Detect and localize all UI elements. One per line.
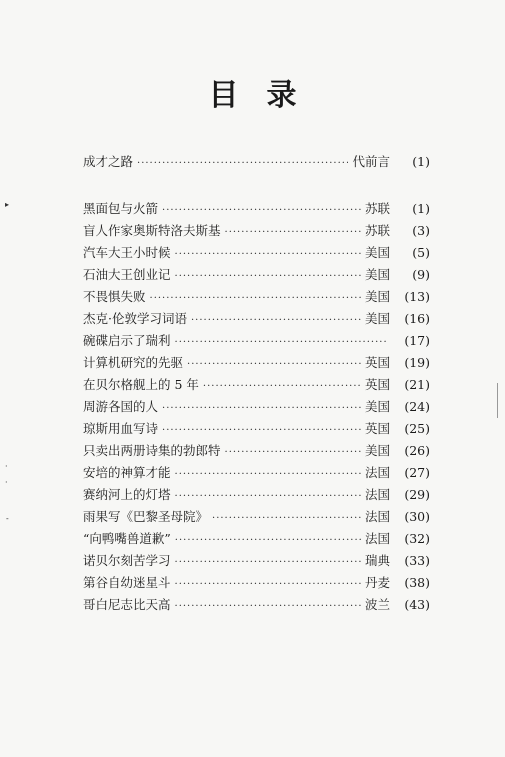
entry-country: 美国 [364, 443, 390, 458]
entry-title: 哥白尼志比天高 [83, 597, 171, 612]
entry-page: (5) [412, 245, 430, 260]
leader-dots [175, 596, 361, 618]
leader-dots [162, 398, 361, 420]
entry-title: 在贝尔格舰上的 5 年 [83, 377, 199, 392]
leader-dots [162, 200, 361, 222]
toc-row [83, 264, 430, 286]
entry-page: (25) [404, 421, 430, 436]
entry-page: (38) [404, 575, 430, 590]
entry-country: 波兰 [364, 597, 390, 612]
entry-title: 汽车大王小时候 [83, 245, 171, 260]
entry-country: 瑞典 [364, 553, 390, 568]
entry-page: (43) [404, 597, 430, 612]
entry-page: (27) [404, 465, 430, 480]
leader-dots [212, 508, 361, 530]
entry-page: (26) [404, 443, 430, 458]
entry-country: 美国 [364, 399, 390, 414]
entry-page: (17) [404, 333, 430, 348]
toc-row [83, 151, 430, 173]
toc-row [83, 572, 430, 594]
toc-row [83, 220, 430, 242]
toc-row [83, 286, 430, 308]
entry-country: 英国 [364, 377, 390, 392]
leader-dots [162, 420, 361, 442]
entry-country: 苏联 [364, 201, 390, 216]
entry-country: 美国 [364, 245, 390, 260]
toc-row [83, 374, 430, 396]
entry-page: (1) [412, 201, 430, 216]
entry-page: (19) [404, 355, 430, 370]
entry-country: 美国 [364, 289, 390, 304]
entry-country: 丹麦 [364, 575, 390, 590]
leader-dots [175, 486, 361, 508]
entry-title: 雨果写《巴黎圣母院》 [83, 509, 209, 524]
entry-title: 赛纳河上的灯塔 [83, 487, 171, 502]
leader-dots [137, 153, 348, 175]
leader-dots [175, 266, 361, 288]
entry-title: 碗碟启示了瑞利 [83, 333, 171, 348]
entry-title: 石油大王创业记 [83, 267, 171, 282]
toc-row [83, 418, 430, 440]
entry-country: 法国 [364, 465, 390, 480]
entry-title: 琼斯用血写诗 [83, 421, 159, 436]
toc-row [83, 352, 430, 374]
title-char-2: 录 [266, 78, 297, 113]
leader-dots [150, 288, 361, 310]
entry-page: (24) [404, 399, 430, 414]
leader-dots [175, 464, 361, 486]
toc-row [83, 242, 430, 264]
leader-dots [175, 244, 361, 266]
entry-page: (16) [404, 311, 430, 326]
leader-dots [175, 552, 361, 574]
toc-list [83, 198, 430, 616]
leader-dots [175, 574, 361, 596]
entry-title: 只卖出两册诗集的勃郎特 [83, 443, 221, 458]
toc-row [83, 396, 430, 418]
margin-mark: · [5, 462, 8, 471]
entry-country: 法国 [364, 509, 390, 524]
entry-title: 安培的神算才能 [83, 465, 171, 480]
title-char-1: 目 [208, 78, 239, 113]
entry-page: (32) [404, 531, 430, 546]
entry-title: 成才之路 [83, 154, 134, 169]
entry-page: (29) [404, 487, 430, 502]
toc-row [83, 528, 430, 550]
scan-line [497, 383, 498, 418]
entry-page: (30) [404, 509, 430, 524]
toc-row [83, 506, 430, 528]
page-title [0, 70, 505, 114]
entry-title: 盲人作家奥斯特洛夫斯基 [83, 223, 221, 238]
leader-dots [175, 530, 361, 552]
entry-page: (33) [404, 553, 430, 568]
entry-page: (9) [412, 267, 430, 282]
toc-row [83, 308, 430, 330]
toc-row [83, 550, 430, 572]
entry-country: 法国 [364, 487, 390, 502]
preface-entry [83, 151, 430, 173]
leader-dots [225, 442, 361, 464]
toc-row [83, 330, 430, 352]
entry-country: 美国 [364, 267, 390, 282]
margin-mark: · [5, 478, 8, 487]
entry-page: (1) [412, 154, 430, 169]
toc-row [83, 462, 430, 484]
entry-title: 第谷自幼迷星斗 [83, 575, 171, 590]
entry-title: “向鸭嘴兽道歉” [83, 531, 171, 546]
leader-dots [191, 310, 361, 332]
margin-mark: - [6, 514, 9, 523]
entry-country: 法国 [364, 531, 390, 546]
entry-note: 代前言 [352, 154, 390, 169]
toc-row [83, 198, 430, 220]
entry-country: 英国 [364, 355, 390, 370]
entry-page: (3) [412, 223, 430, 238]
entry-country: 英国 [364, 421, 390, 436]
toc-row [83, 594, 430, 616]
leader-dots [225, 222, 361, 244]
toc-row [83, 440, 430, 462]
leader-dots [187, 354, 361, 376]
toc-row [83, 484, 430, 506]
entry-title: 不畏惧失败 [83, 289, 146, 304]
entry-title: 杰克·伦敦学习词语 [83, 311, 187, 326]
entry-title: 诺贝尔刻苦学习 [83, 553, 171, 568]
entry-country: 苏联 [364, 223, 390, 238]
entry-page: (21) [404, 377, 430, 392]
entry-page: (13) [404, 289, 430, 304]
entry-title: 黑面包与火箭 [83, 201, 159, 216]
leader-dots [203, 376, 361, 398]
margin-mark: ▸ [5, 200, 10, 209]
entry-title: 周游各国的人 [83, 399, 159, 414]
entry-country: 美国 [364, 311, 390, 326]
leader-dots [175, 332, 386, 354]
entry-title: 计算机研究的先驱 [83, 355, 184, 370]
